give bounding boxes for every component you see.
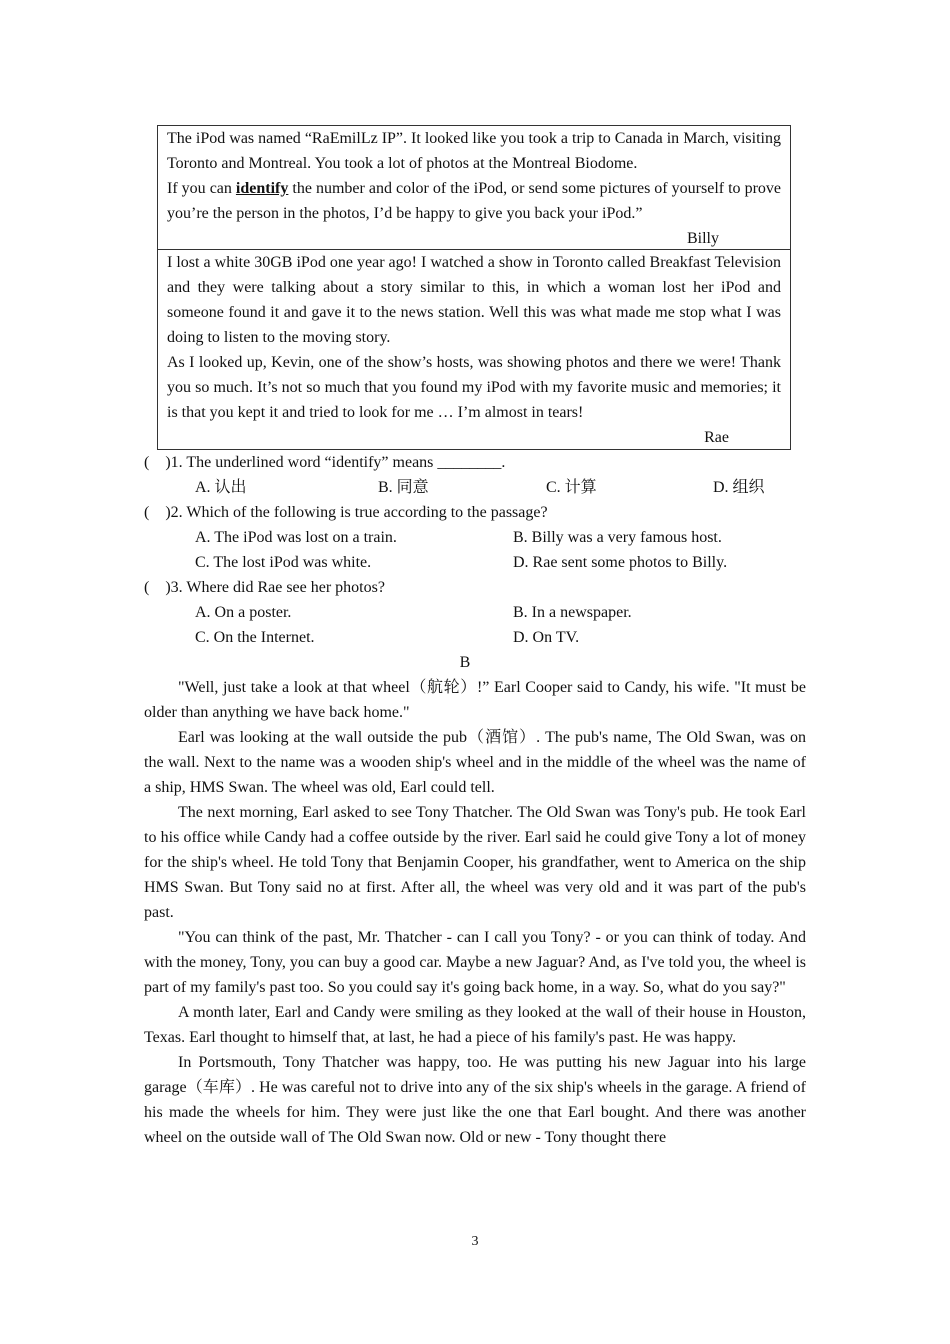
section-b-story xyxy=(144,675,806,1150)
story-paragraph-5: A month later, Earl and Candy were smiling as they looked at the wall of their house in Houston, Texas. Earl thought to himself that, at last, he had a piece of his family's past. He was happy. xyxy=(144,1004,806,1046)
page-number: 3 xyxy=(471,1234,479,1249)
question-2-stem: ( )2. Which of the following is true according to the passage? xyxy=(144,504,548,521)
question-2-option-a: A. The iPod was lost on a train. xyxy=(195,529,397,546)
passage-a-billy-box xyxy=(157,125,791,250)
underlined-word-identify: identify xyxy=(235,180,289,197)
billy-paragraph-2 xyxy=(167,176,781,226)
question-3-option-a: A. On a poster. xyxy=(195,604,292,621)
story-paragraph-6: In Portsmouth, Tony Thatcher was happy, too. He was putting his new Jaguar into his large garage（车库）. He was careful not to drive into any of the six ship's wheels in the garage. A friend of his made the wheels for him. They were just like the one that Earl bought. And there was another wheel on the outside wall of The Old Swan now. Old or new - Tony thought there xyxy=(144,1054,806,1146)
question-2-options-row-2 xyxy=(195,550,795,575)
question-2-option-d: D. Rae sent some photos to Billy. xyxy=(513,554,728,571)
question-3-options-row-1 xyxy=(195,600,795,625)
section-b-title: B xyxy=(459,654,471,671)
question-2-options-row-1 xyxy=(195,525,795,550)
rae-paragraph-1: I lost a white 30GB iPod one year ago! I watched a show in Toronto called Breakfast Television and they were talking about a story similar to this, in which a woman lost her iPod and someone found it and gave it to the news station. Well this was what made me stop what I was doing to listen to the moving story. xyxy=(167,254,781,346)
billy-paragraph-2-end: the number and color of the iPod, or send some pictures of yourself to prove you’re the person in the photos, I’d be happy to give you back your iPod.” xyxy=(167,180,782,222)
passage-a-rae-box xyxy=(157,250,791,450)
question-3-options-row-2 xyxy=(195,625,795,650)
question-3-option-d: D. On TV. xyxy=(513,629,580,646)
question-2-option-b: B. Billy was a very famous host. xyxy=(513,529,722,546)
question-2-option-c: C. The lost iPod was white. xyxy=(195,554,372,571)
question-1-options xyxy=(195,475,795,500)
question-3-option-b: B. In a newspaper. xyxy=(513,604,632,621)
question-1-option-b: B. 同意 xyxy=(378,479,429,496)
signature-rae: Rae xyxy=(704,429,729,446)
question-1-stem: ( )1. The underlined word “identify” means ________. xyxy=(144,454,506,471)
question-1-option-a: A. 认出 xyxy=(195,479,247,496)
billy-paragraph-1: The iPod was named “RaEmilLz IP”. It looked like you took a trip to Canada in March, visiting Toronto and Montreal. You took a lot of photos at the Montreal Biodome. xyxy=(167,130,781,172)
rae-paragraph-2: As I looked up, Kevin, one of the show’s hosts, was showing photos and there we were! Thank you so much. It’s not so much that you found my iPod with my favorite music and memories; it is that you kept it and tried to look for me … I’m almost in tears! xyxy=(167,354,781,421)
billy-paragraph-2-start: If you can xyxy=(167,180,236,197)
story-paragraph-2: Earl was looking at the wall outside the pub（酒馆）. The pub's name, The Old Swan, was on the wall. Next to the name was a wooden ship's wheel and in the middle of the wheel was the name of a ship, HMS Swan. The wheel was old, Earl could tell. xyxy=(144,729,806,796)
question-3-stem: ( )3. Where did Rae see her photos? xyxy=(144,579,385,596)
story-paragraph-3: The next morning, Earl asked to see Tony Thatcher. The Old Swan was Tony's pub. He took Earl to his office while Candy had a coffee outside by the river. Earl said he could give Tony a lot of money for the ship's wheel. He told Tony that Benjamin Cooper, his grandfather, went to America on the ship HMS Swan. But Tony said no at first. After all, the wheel was very old and it was part of the pub's past. xyxy=(144,804,806,921)
question-3-option-c: C. On the Internet. xyxy=(195,629,315,646)
question-1-option-d: D. 组织 xyxy=(713,479,765,496)
story-paragraph-1: "Well, just take a look at that wheel（航轮）!” Earl Cooper said to Candy, his wife. "It must be older than anything we have back home." xyxy=(144,679,806,721)
question-1-option-c: C. 计算 xyxy=(546,479,597,496)
signature-billy: Billy xyxy=(686,230,719,247)
story-paragraph-4: "You can think of the past, Mr. Thatcher - can I call you Tony? - or you can think of today. And with the money, Tony, you can buy a good car. Maybe a new Jaguar? And, as I've told you, the wheel is part of my family's past too. So you could say it's going back home, in a way. So, what do you say?" xyxy=(144,929,806,996)
